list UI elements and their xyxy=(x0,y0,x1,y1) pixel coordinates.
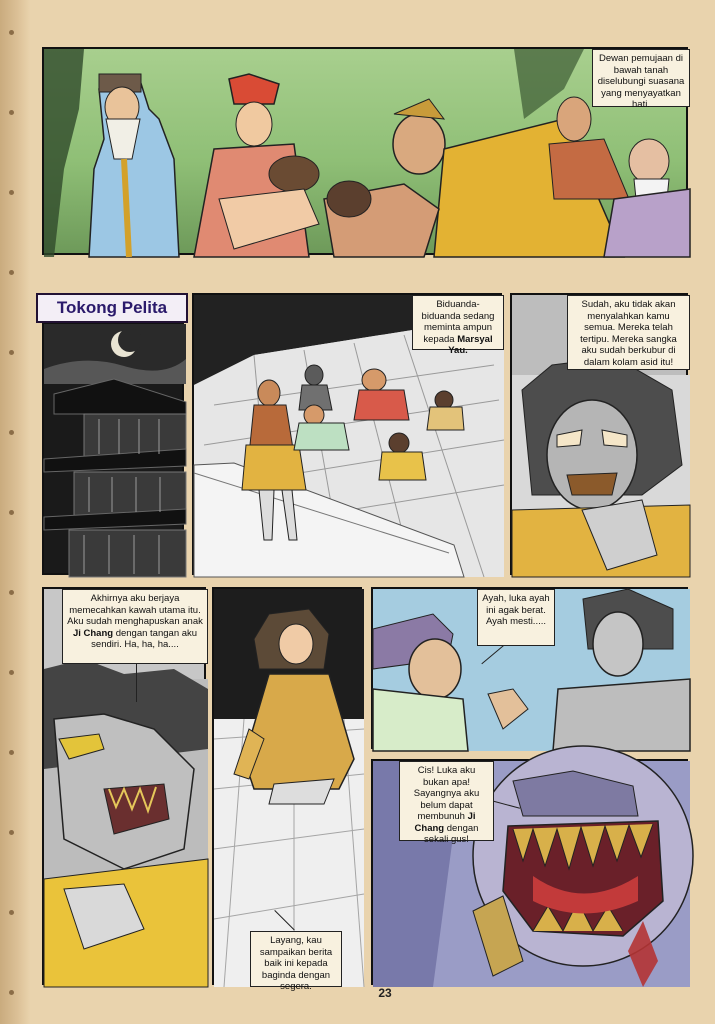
panel-servants-kneeling xyxy=(192,293,502,575)
binding-hole xyxy=(9,670,14,675)
binding-hole xyxy=(9,110,14,115)
binding-hole xyxy=(9,830,14,835)
speech-text: Cis! Luka aku bukan apa! Sayangnya aku belum dapat membunuh xyxy=(413,765,480,822)
caption-box xyxy=(567,295,690,370)
caption-box xyxy=(250,931,342,992)
page-number: 23 xyxy=(378,986,392,1000)
speech-text: dengan tangan aku sendiri. Ha, ha, ha.... xyxy=(91,627,198,650)
panel-marshal-speaking xyxy=(510,293,688,575)
character-name: Marsyal Yau. xyxy=(448,333,493,356)
speech-text: dengan sekali gus! xyxy=(424,822,479,845)
panel-demon-laughing xyxy=(42,587,206,985)
binding-hole xyxy=(9,190,14,195)
location-title: Tokong Pelita xyxy=(36,293,188,323)
speech-text: Layang, kau sampaikan berita baik ini kepada baginda dengan segera. xyxy=(259,935,333,992)
panel-pagoda-night xyxy=(42,322,184,575)
character-name: Ji Chang xyxy=(72,627,114,639)
panel-6-artwork xyxy=(214,589,364,987)
caption-box xyxy=(592,49,690,110)
speech-text: Sudah, aku tidak akan menyalahkan kamu semua. Mereka telah tertipu. Mereka sangka aku sudah berkubur di dalam kolam asid itu! xyxy=(580,299,677,368)
caption-box xyxy=(399,761,494,845)
binding-hole xyxy=(9,510,14,515)
speech-tail xyxy=(136,662,137,702)
panel-demon-mouth xyxy=(371,759,688,985)
binding-hole xyxy=(9,750,14,755)
panel-underground-hall xyxy=(42,47,688,255)
narration-text: Dewan pemujaan di bawah tanah diselubungi suasana yang menyayatkan hati. xyxy=(597,53,685,110)
narration-text: Biduanda-biduanda sedang meminta ampun kepada xyxy=(421,299,495,345)
binding-hole xyxy=(9,430,14,435)
binding-hole xyxy=(9,590,14,595)
caption-box xyxy=(477,589,555,646)
panel-son-and-father xyxy=(371,587,688,749)
character-name: Ji Chang xyxy=(414,811,476,834)
speech-text: Ayah, luka ayah ini agak berat. Ayah mesti..... xyxy=(482,593,550,627)
panel-kneeling-woman xyxy=(212,587,362,992)
caption-box xyxy=(62,589,208,664)
page-binding-edge xyxy=(0,0,30,1024)
panel-2-artwork xyxy=(44,324,186,577)
binding-hole xyxy=(9,910,14,915)
caption-box xyxy=(412,295,504,356)
binding-hole xyxy=(9,990,14,995)
binding-hole xyxy=(9,350,14,355)
speech-text: Akhirnya aku berjaya memecahkan kawah utama itu. Aku sudah menghapuskan anak xyxy=(67,593,203,627)
binding-hole xyxy=(9,30,14,35)
binding-hole xyxy=(9,270,14,275)
